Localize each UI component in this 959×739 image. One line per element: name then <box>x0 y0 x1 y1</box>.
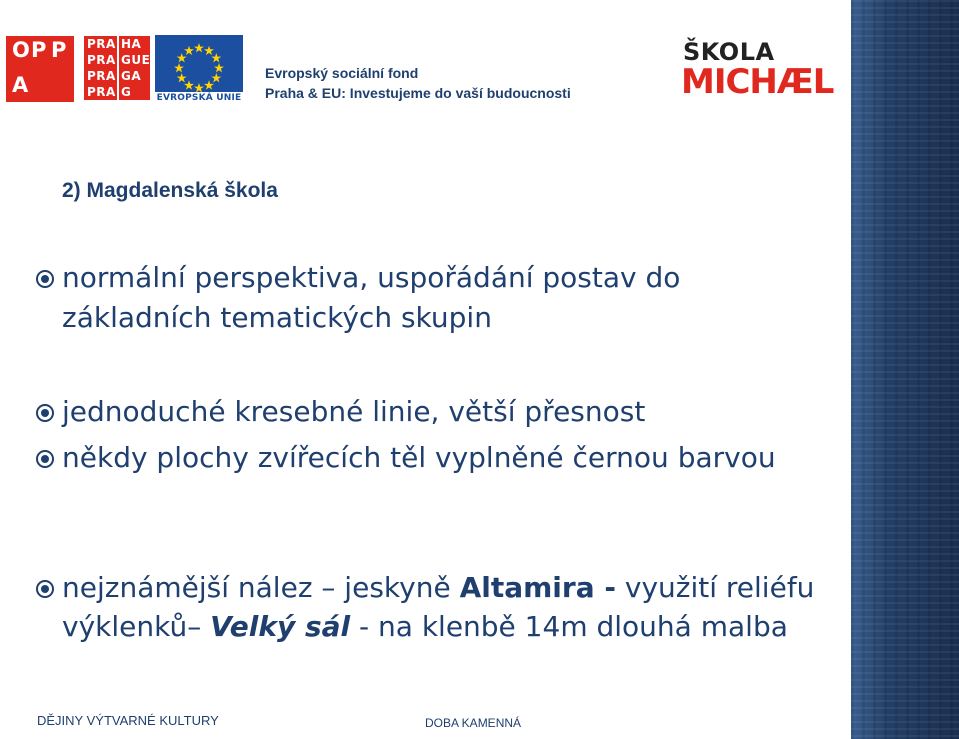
right-decorative-band <box>851 0 959 739</box>
oppa-letter-o: O <box>12 38 30 62</box>
praha-cell: PRA <box>87 53 116 67</box>
bullet-text: někdy plochy zvířecích těl vyplněné černou barvou <box>62 441 776 474</box>
praha-row <box>84 52 150 68</box>
section-subtitle: 2) Magdalenská škola <box>62 179 278 202</box>
esf-title: Evropský sociální fond <box>265 65 419 81</box>
praha-cell: GA <box>121 69 142 83</box>
bullet-text-part: nejznámější nález – jeskyně <box>62 571 460 604</box>
eu-stars-icon <box>155 35 243 92</box>
oppa-letter-a: A <box>12 73 29 97</box>
header <box>0 0 851 120</box>
oppa-logo <box>6 36 74 102</box>
praha-logo <box>84 36 150 100</box>
footer-topic: DOBA KAMENNÁ <box>425 716 522 730</box>
praha-row <box>84 68 150 84</box>
bullet-text <box>62 568 822 646</box>
oppa-letter-p2: P <box>51 38 67 62</box>
bullet-text: normální perspektiva, uspořádání postav do základních tematických skupin <box>62 261 681 334</box>
praha-cell: GUE <box>121 53 151 67</box>
school-logo-top: ŠKOLA <box>683 38 775 66</box>
bullet-circle-icon <box>36 580 54 598</box>
bullet-text: jednoduché kresebné linie, větší přesnost <box>62 395 646 428</box>
bullet-text-part: využití reliéfu výklenků– <box>62 571 815 643</box>
bullet-circle-icon <box>36 270 54 288</box>
praha-cell: PRA <box>87 37 116 51</box>
eu-caption: EVROPSKÁ UNIE <box>156 93 242 103</box>
praha-row <box>84 84 150 100</box>
praha-cell: PRA <box>87 69 116 83</box>
school-logo-bottom: MICHÆL <box>681 62 834 102</box>
esf-slogan: Praha & EU: Investujeme do vaší budoucnosti <box>265 85 571 101</box>
eu-flag-icon <box>155 35 243 92</box>
cave-name: Altamira - <box>459 571 616 604</box>
praha-cell: PRA <box>87 85 116 99</box>
hall-name: Velký sál <box>210 610 351 643</box>
praha-cell: HA <box>121 37 142 51</box>
bullet-circle-icon <box>36 404 54 422</box>
band-texture <box>851 0 959 739</box>
bullet-circle-icon <box>36 450 54 468</box>
bullet-text-part: - na klenbě 14m dlouhá malba <box>350 610 788 643</box>
footer-course-title: DĚJINY VÝTVARNÉ KULTURY <box>37 713 219 728</box>
oppa-letter-p1: P <box>31 38 47 62</box>
praha-cell: G <box>121 85 132 99</box>
praha-row <box>84 36 150 52</box>
